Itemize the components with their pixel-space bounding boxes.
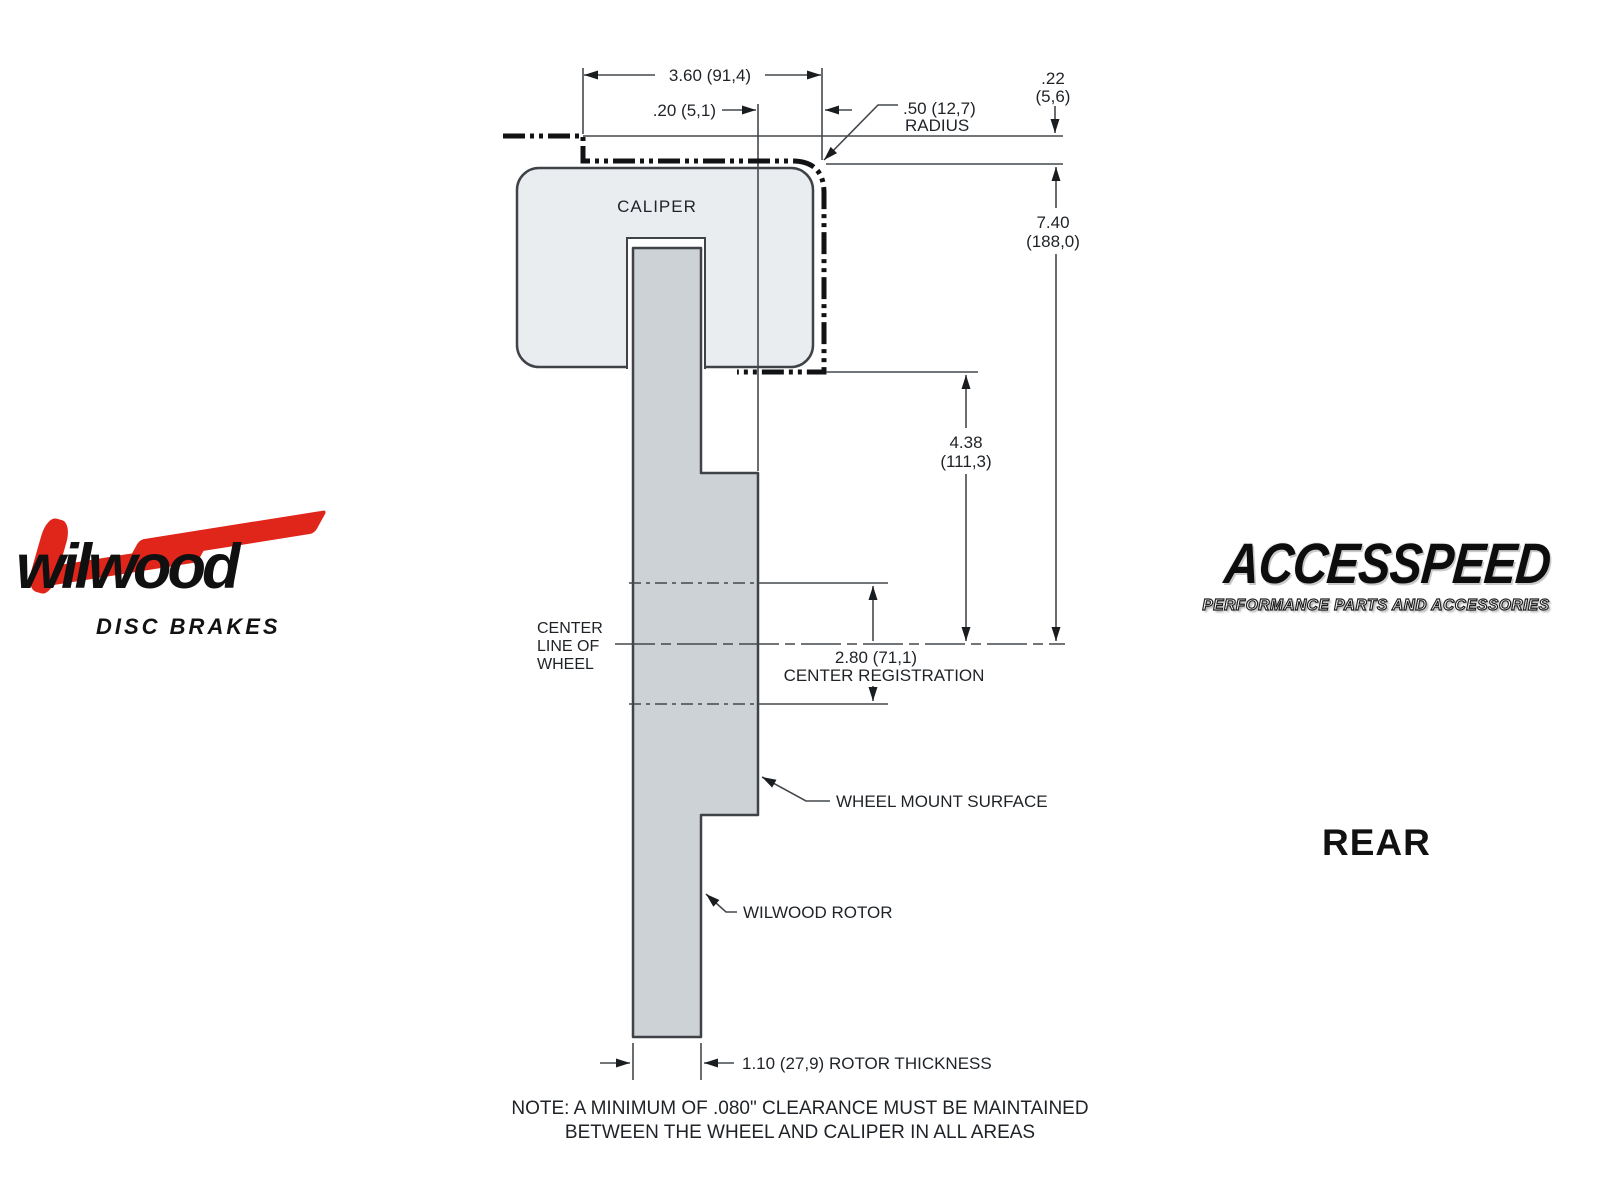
dim-rotor-thickness-label: 1.10 (27,9) ROTOR THICKNESS xyxy=(742,1054,992,1073)
wilwood-wordmark: wilwood xyxy=(16,532,237,602)
dim-width-label: 3.60 (91,4) xyxy=(668,66,752,85)
dim-overall-height-in: 7.40 xyxy=(1036,213,1070,232)
centerline-label-1: CENTER xyxy=(537,620,603,637)
wilwood-rotor-label: WILWOOD ROTOR xyxy=(743,903,893,922)
centerline-label-2: LINE OF xyxy=(537,638,600,655)
accesspeed-tagline: PERFORMANCE PARTS AND ACCESSORIES xyxy=(1202,597,1550,614)
clearance-note-line1: NOTE: A MINIMUM OF .080" CLEARANCE MUST BE MAINTAINED xyxy=(511,1098,1089,1119)
accesspeed-wordmark: ACCESSPEED xyxy=(1221,532,1553,596)
dim-caliper-depth-in: 4.38 xyxy=(949,433,983,452)
accesspeed-logo xyxy=(1196,532,1556,615)
dim-top-clearance-in: .22 xyxy=(1041,69,1065,88)
dim-top-clearance-mm: (5,6) xyxy=(1035,87,1071,106)
wheel-mount-surface-label: WHEEL MOUNT SURFACE xyxy=(836,792,1048,811)
centerline-label-3: WHEEL xyxy=(537,656,594,673)
caliper-label: CALIPER xyxy=(617,197,697,216)
wilwood-tagline: DISC BRAKES xyxy=(96,614,281,639)
dim-caliper-depth-mm: (111,3) xyxy=(940,452,992,471)
dim-overall-height-mm: (188,0) xyxy=(1026,232,1080,251)
dim-radius-label-word: RADIUS xyxy=(905,116,970,135)
dim-offset-label: .20 (5,1) xyxy=(652,101,716,120)
clearance-note-line2: BETWEEN THE WHEEL AND CALIPER IN ALL AREAS xyxy=(564,1122,1036,1143)
dim-center-registration-value: 2.80 (71,1) xyxy=(834,648,918,667)
view-label-rear: REAR xyxy=(1322,822,1431,863)
dim-radius-label-value: .50 (12,7) xyxy=(903,99,976,118)
wilwood-logo xyxy=(14,516,334,661)
dim-center-registration-word: CENTER REGISTRATION xyxy=(783,666,985,685)
